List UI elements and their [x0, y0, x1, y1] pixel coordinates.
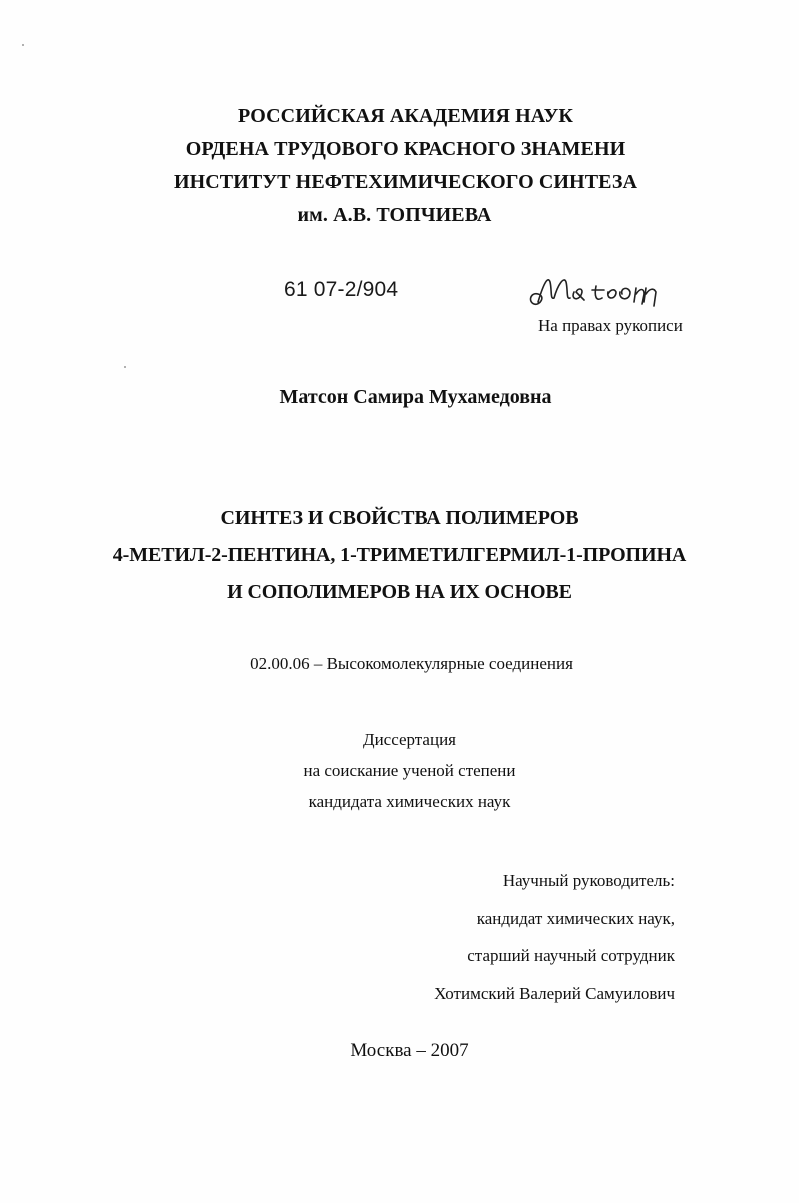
handwritten-signature: [520, 262, 680, 322]
scan-speck: [124, 366, 126, 368]
title-line-3: И СОПОЛИМЕРОВ НА ИХ ОСНОВЕ: [227, 581, 572, 603]
title-line-2: 4-МЕТИЛ-2-ПЕНТИНА, 1-ТРИМЕТИЛГЕРМИЛ-1-ПРОПИНА: [112, 544, 687, 566]
institution-header: [0, 100, 799, 232]
degree-line-2: на соискание ученой степени: [303, 761, 516, 780]
supervisor-name: Хотимский Валерий Самуилович: [434, 983, 675, 1003]
supervisor-degree: кандидат химических наук,: [476, 908, 675, 928]
catalog-number: 61 07-2/904: [284, 278, 399, 301]
specialty-code: 02.00.06 – Высокомолекулярные соединения: [250, 654, 573, 673]
scan-speck: [22, 44, 24, 46]
header-line-named-after: им. А.В. ТОПЧИЕВА: [297, 204, 492, 226]
city-year: Москва – 2007: [350, 1040, 469, 1061]
manuscript-rights-note: На правах рукописи: [538, 316, 683, 335]
supervisor-position: старший научный сотрудник: [467, 946, 675, 965]
header-line-order: ОРДЕНА ТРУДОВОГО КРАСНОГО ЗНАМЕНИ: [185, 138, 626, 160]
degree-line-3: кандидата химических наук: [308, 792, 511, 811]
title-line-1: СИНТЕЗ И СВОЙСТВА ПОЛИМЕРОВ: [220, 507, 579, 529]
scientific-supervisor: [434, 862, 675, 1012]
supervisor-label: Научный руководитель:: [502, 871, 675, 890]
header-line-academy: РОССИЙСКАЯ АКАДЕМИЯ НАУК: [238, 105, 573, 127]
author-name: Матсон Самира Мухамедовна: [279, 386, 552, 408]
degree-line-1: Диссертация: [362, 730, 456, 749]
degree-statement: [10, 724, 799, 817]
header-line-institute: ИНСТИТУТ НЕФТЕХИМИЧЕСКОГО СИНТЕЗА: [173, 171, 638, 193]
dissertation-title: [0, 500, 799, 611]
